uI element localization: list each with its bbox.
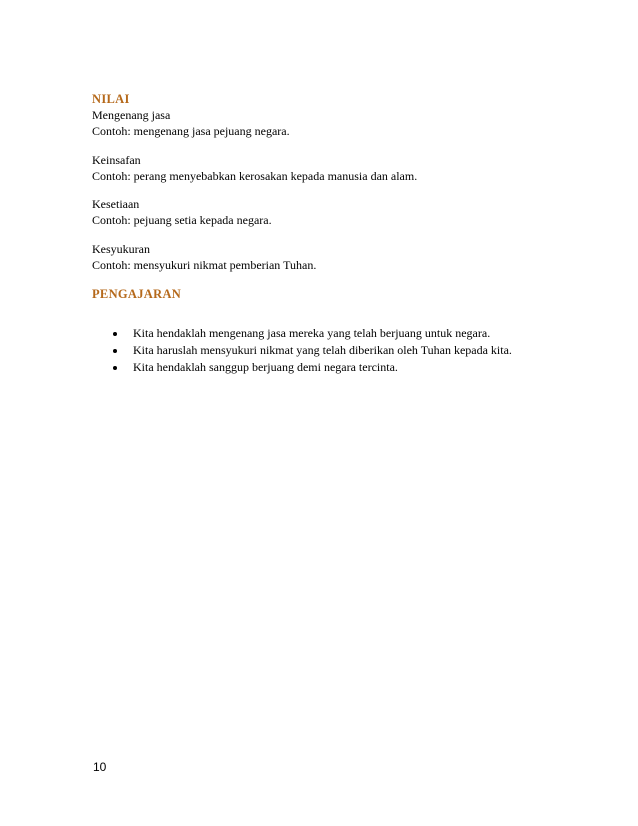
page-number: 10 (93, 760, 107, 774)
bullet-icon (113, 349, 117, 353)
nilai-item-title: Mengenang jasa (92, 108, 171, 122)
nilai-item-title: Kesetiaan (92, 197, 140, 211)
nilai-heading: NILAI (92, 92, 130, 106)
nilai-item-example: Contoh: pejuang setia kepada negara. (92, 213, 272, 227)
nilai-item-title: Kesyukuran (92, 242, 150, 256)
nilai-item-example: Contoh: mensyukuri nikmat pemberian Tuhan. (92, 258, 317, 272)
list-item-text: Kita haruslah mensyukuri nikmat yang telah diberikan oleh Tuhan kepada kita. (133, 343, 512, 357)
nilai-item-example: Contoh: perang menyebabkan kerosakan kepada manusia dan alam. (92, 169, 418, 183)
nilai-item-title: Keinsafan (92, 153, 141, 167)
bullet-icon (113, 366, 117, 370)
pengajaran-heading: PENGAJARAN (92, 287, 182, 301)
list-item-text: Kita hendaklah sanggup berjuang demi negara tercinta. (133, 360, 398, 374)
list-item-text: Kita hendaklah mengenang jasa mereka yang telah berjuang untuk negara. (133, 326, 491, 340)
bullet-icon (113, 332, 117, 336)
nilai-item-example: Contoh: mengenang jasa pejuang negara. (92, 124, 290, 138)
